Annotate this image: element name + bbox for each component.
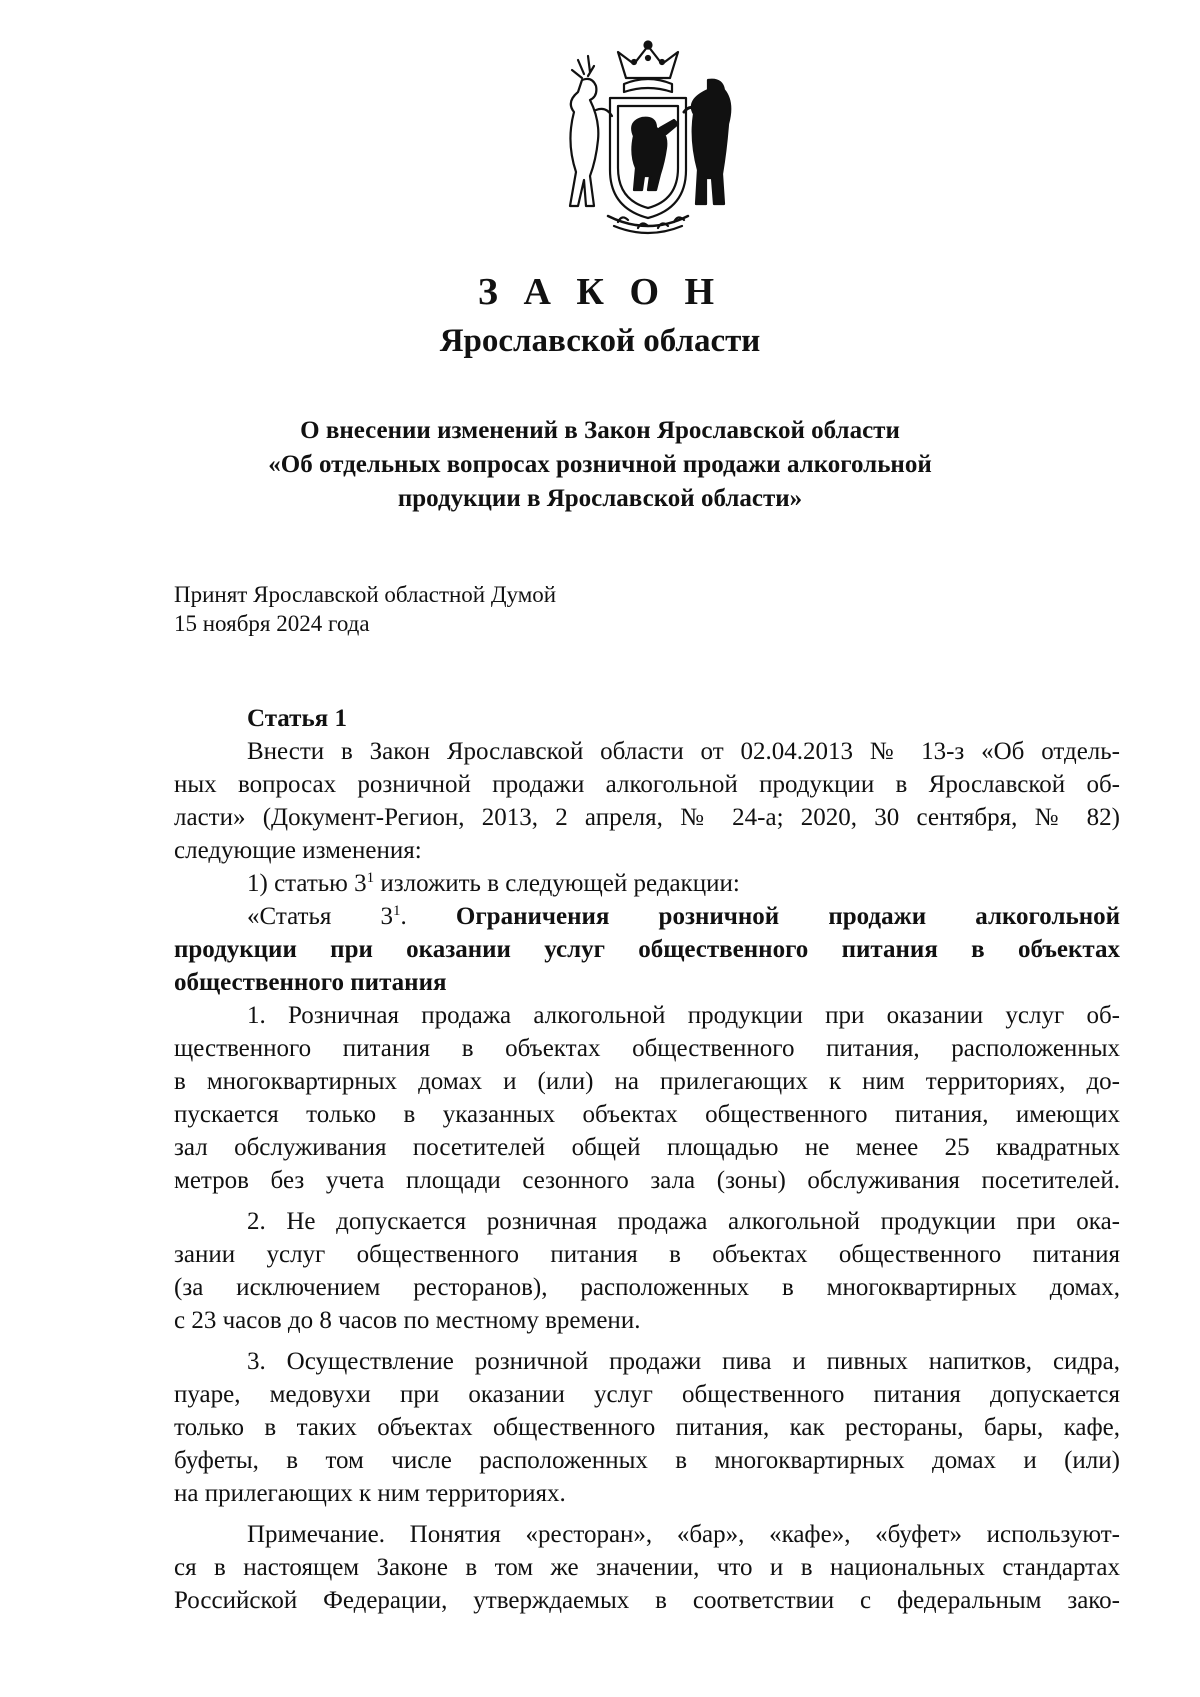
paragraph-2-line: (за исключением ресторанов), расположенных в многоквартирных домах,: [174, 1274, 1120, 1301]
paragraph-3-line: только в таких объектах общественного питания, как рестораны, бары, кафе,: [174, 1414, 1120, 1441]
new-article-number: «Статья 3: [247, 903, 393, 930]
adoption-info: [174, 580, 556, 638]
subject-line: «Об отдельных вопросах розничной продажи алкогольной: [268, 451, 932, 478]
law-title: З А К О Н: [477, 271, 723, 313]
paragraph-1-line: в многоквартирных домах и (или) на прилегающих к ним территориях, до-: [174, 1068, 1120, 1095]
subject-line: продукции в Ярославской области»: [397, 485, 803, 512]
paragraph-1-line: щественного питания в объектах общественного питания, расположенных: [174, 1035, 1120, 1062]
item-text: изложить в следующей редакции:: [374, 870, 740, 897]
paragraph-3-line: буфеты, в том числе расположенных в многоквартирных домах и (или): [174, 1447, 1120, 1474]
new-article-title-line: продукции при оказании услуг общественного питания в объектах: [174, 936, 1120, 963]
note-line: Российской Федерации, утверждаемых в соответствии с федеральным зако-: [174, 1587, 1120, 1614]
intro-line: ласти» (Документ-Регион, 2013, 2 апреля, № 24-а; 2020, 30 сентября, № 82): [174, 804, 1120, 831]
note-line: Примечание. Понятия «ресторан», «бар», «кафе», «буфет» используют-: [247, 1521, 1120, 1548]
paragraph-3-line: на прилегающих к ним территориях.: [174, 1480, 566, 1507]
coat-of-arms-emblem: [548, 40, 748, 240]
subject-line: О внесении изменений в Закон Ярославской области: [300, 417, 900, 444]
paragraph-2-line: 2. Не допускается розничная продажа алкогольной продукции при ока-: [247, 1208, 1120, 1235]
paragraph-3-line: 3. Осуществление розничной продажи пива и пивных напитков, сидра,: [247, 1348, 1120, 1375]
paragraph-1-line: пускается только в указанных объектах общественного питания, имеющих: [174, 1101, 1120, 1128]
new-article-title-line: общественного питания: [174, 969, 447, 996]
superscript: 1: [392, 903, 401, 919]
intro-line: ных вопросах розничной продажи алкогольной продукции в Ярославской об-: [174, 771, 1120, 798]
intro-line: Внести в Закон Ярославской области от 02.04.2013 № 13-з «Об отдель-: [247, 738, 1120, 765]
paragraph-3-line: пуаре, медовухи при оказании услуг общественного питания допускается: [174, 1381, 1120, 1408]
paragraph-2-line: зании услуг общественного питания в объектах общественного питания: [174, 1241, 1120, 1268]
item-text: 1) статью 3: [247, 870, 367, 897]
article-1: [174, 702, 1120, 1617]
amendment-item-1: [174, 867, 1120, 900]
law-region: Ярославской области: [439, 323, 761, 359]
new-article-heading: [174, 900, 1120, 933]
intro-line: следующие изменения:: [174, 837, 422, 864]
adopted-by: Принят Ярославской областной Думой: [174, 582, 557, 607]
heading-dot: .: [400, 903, 407, 930]
paragraph-1-line: метров без учета площади сезонного зала (зоны) обслуживания посетителей.: [174, 1167, 1120, 1194]
paragraph-2-line: с 23 часов до 8 часов по местному времени.: [174, 1307, 641, 1334]
new-article-title: Ограничения розничной продажи алкогольной: [455, 903, 1121, 930]
superscript: 1: [366, 870, 375, 886]
note-line: ся в настоящем Законе в том же значении, что и в национальных стандартах: [174, 1554, 1120, 1581]
adoption-date: 15 ноября 2024 года: [174, 611, 370, 636]
article-title: Статья 1: [247, 705, 347, 732]
law-subject: [200, 414, 1000, 516]
paragraph-1-line: 1. Розничная продажа алкогольной продукции при оказании услуг об-: [247, 1002, 1120, 1029]
paragraph-1-line: зал обслуживания посетителей общей площадью не менее 25 квадратных: [174, 1134, 1120, 1161]
